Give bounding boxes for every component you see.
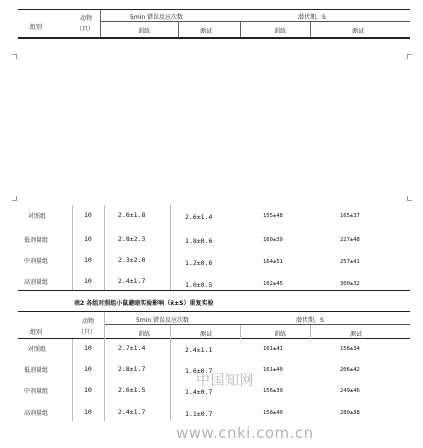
middle-row-2-n: 10 (84, 235, 92, 243)
middle-row-3-test-err: 1.2±0.6 (185, 259, 213, 267)
bottom-row-2-test-err: 1.6±0.7 (185, 367, 213, 375)
middle-row-3-n: 10 (84, 256, 92, 264)
middle-row-1-test-err: 2.6±1.4 (185, 213, 213, 221)
bottom-header-latency: 潜伏期，S (296, 317, 324, 324)
top-header-test-1: 测试 (200, 28, 213, 35)
bottom-row-4-n: 10 (84, 408, 92, 416)
bottom-header-animals: 动物 (82, 318, 95, 325)
top-header-latency: 潜伏期，S (298, 14, 326, 21)
bottom-header-animals-unit: （只） (78, 329, 97, 336)
middle-row-1-test-lat: 165±37 (340, 213, 360, 219)
bottom-row-1-train-lat: 161±41 (263, 346, 283, 352)
middle-row-2-train-err: 2.8±2.3 (118, 235, 146, 243)
bottom-table-top-rule (18, 311, 410, 312)
top-header-errors: 5min 错误反应次数 (130, 14, 184, 21)
top-header-animals-unit: （只） (76, 26, 95, 33)
bottom-row-4-group: 高剂量组 (24, 410, 49, 417)
middle-row-3-train-err: 2.3±2.0 (118, 256, 146, 264)
middle-row-4-test-err: 1.0±0.5 (185, 281, 213, 289)
top-table-border (18, 9, 410, 10)
bottom-row-1-test-lat: 158±34 (340, 346, 360, 352)
top-table-bottom-rule (18, 37, 410, 39)
middle-row-3-train-lat: 164±51 (263, 259, 283, 265)
bottom-row-4-test-err: 1.1±0.7 (185, 410, 213, 418)
top-vline (100, 10, 101, 37)
top-subheader-rule (100, 21, 410, 22)
bottom-header-train-1: 训练 (138, 331, 151, 338)
page-corner-mark (407, 54, 412, 59)
bottom-row-1-n: 10 (84, 344, 92, 352)
bottom-vline (72, 339, 73, 421)
middle-row-2-test-err: 1.8±0.6 (185, 237, 213, 245)
bottom-row-3-group: 中剂量组 (24, 388, 49, 395)
bottom-vline (240, 325, 241, 339)
bottom-header-group: 组别 (30, 329, 43, 336)
bottom-vline (310, 325, 311, 339)
middle-row-1-train-lat: 155±48 (263, 213, 283, 219)
bottom-vline (170, 325, 171, 421)
bottom-row-1-test-err: 2.4±1.1 (185, 346, 213, 354)
bottom-header-rule (18, 338, 410, 339)
watermark-url: www.cnki.com.cn (176, 424, 314, 442)
middle-table-bottom-rule (18, 290, 410, 291)
bottom-row-1-group: 对照组 (28, 346, 47, 353)
middle-row-4-group: 高剂量组 (24, 279, 49, 286)
page-corner-mark (12, 196, 17, 201)
bottom-header-errors: 5min 错误反应次数 (136, 317, 190, 324)
bottom-row-3-n: 10 (84, 386, 92, 394)
bottom-row-2-train-err: 2.8±1.7 (118, 365, 146, 373)
page-corner-mark (12, 54, 17, 59)
top-vline (310, 22, 311, 37)
middle-row-4-n: 10 (84, 277, 92, 285)
page-corner-mark (407, 196, 412, 201)
middle-vline (104, 205, 105, 290)
middle-row-3-group: 中剂量组 (24, 258, 49, 265)
top-header-group: 组别 (30, 24, 43, 31)
bottom-header-train-2: 训练 (274, 331, 287, 338)
bottom-row-3-test-lat: 249±46 (340, 388, 360, 394)
top-header-test-2: 测试 (352, 28, 365, 35)
bottom-row-2-n: 10 (84, 365, 92, 373)
bottom-row-4-train-lat: 158±40 (263, 410, 283, 416)
middle-row-2-test-lat: 227±48 (340, 237, 360, 243)
bottom-subheader-rule (104, 324, 410, 325)
watermark-cn: 中国知网 (196, 373, 254, 389)
bottom-header-test-1: 测试 (200, 331, 213, 338)
middle-row-4-train-lat: 162±45 (263, 281, 283, 287)
middle-row-1-train-err: 2.6±1.8 (118, 211, 146, 219)
middle-row-2-train-lat: 160±39 (263, 237, 283, 243)
middle-vline (72, 205, 73, 290)
top-header-animals: 动物 (80, 15, 93, 22)
bottom-row-4-test-lat: 280±38 (340, 410, 360, 416)
middle-row-3-test-lat: 257±41 (340, 259, 360, 265)
bottom-row-4-train-err: 2.4±1.7 (118, 408, 146, 416)
bottom-row-2-group: 低剂量组 (24, 367, 49, 374)
bottom-row-2-train-lat: 161±40 (263, 367, 283, 373)
bottom-row-3-train-err: 2.6±1.5 (118, 386, 146, 394)
middle-row-4-train-err: 2.4±1.7 (118, 277, 146, 285)
top-header-train-2: 训练 (274, 28, 287, 35)
bottom-row-3-test-err: 1.4±0.7 (185, 388, 213, 396)
top-vline (178, 22, 179, 37)
middle-row-1-n: 10 (84, 211, 92, 219)
bottom-row-2-test-lat: 206±42 (340, 367, 360, 373)
bottom-vline (104, 312, 105, 421)
bottom-row-3-train-lat: 156±39 (263, 388, 283, 394)
page-gap (0, 60, 423, 200)
bottom-row-1-train-err: 2.7±1.4 (118, 344, 146, 352)
middle-row-2-group: 低剂量组 (24, 237, 49, 244)
top-header-train-1: 训练 (138, 28, 151, 35)
bottom-header-test-2: 测试 (350, 331, 363, 338)
middle-row-1-group: 对照组 (28, 213, 47, 220)
middle-row-4-test-lat: 300±32 (340, 281, 360, 287)
middle-vline (170, 205, 171, 290)
top-vline (240, 22, 241, 37)
table-caption: 表2 各组对照组小鼠避暗实验影响（x̄±S）重复实验 (74, 300, 214, 307)
